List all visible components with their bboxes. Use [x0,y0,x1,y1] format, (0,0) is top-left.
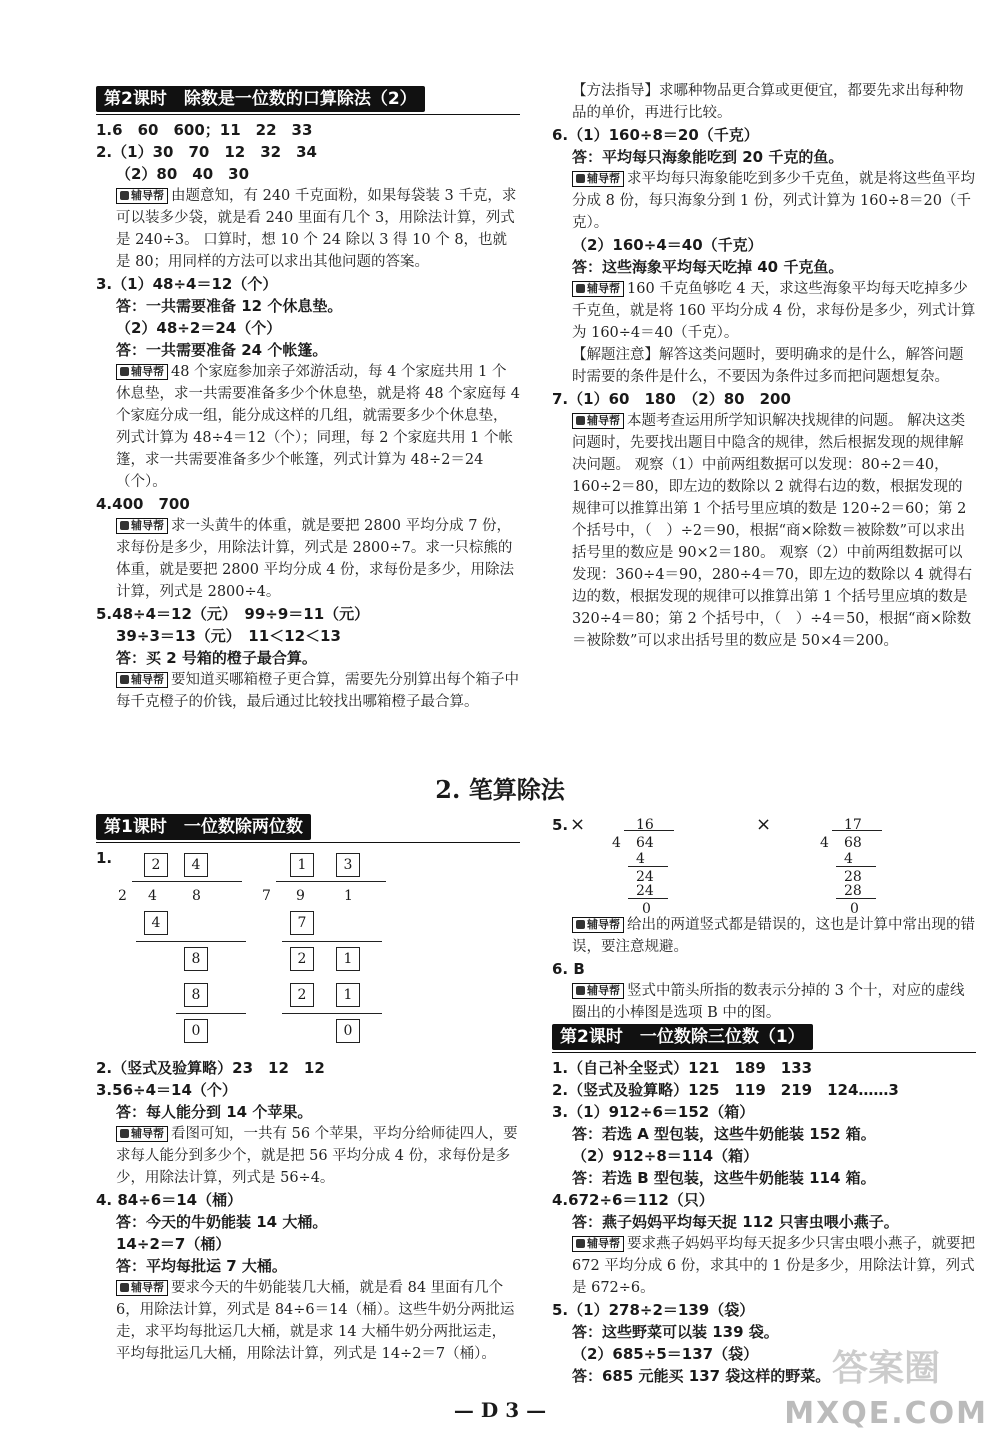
answer-q5-label: 5. [552,816,569,834]
hint-tag: 辅导帮 [572,1236,624,1252]
answer-q6b: （2）160÷4＝40（千克） [572,236,763,254]
answer-q4b-ans: 答：平均每批运 7 大桶。 [116,1257,287,1275]
answer-q3b-ans: 答：一共需要准备 24 个帐篷。 [116,341,328,359]
book-icon [576,920,585,929]
answer-q3a-ans: 答：一共需要准备 12 个休息垫。 [116,297,343,315]
dividend-digit: 1 [344,888,353,904]
lesson-header: 第2课时 除数是一位数的口算除法（2） [96,86,425,112]
left-column-1 [96,86,520,713]
step-box: 8 [184,947,208,971]
remainder: 0 [850,901,859,917]
step: 28 [844,883,862,899]
division-bracket [624,830,674,831]
section-title: 2. 笔算除法 [435,775,565,804]
hint-tag: 辅导帮 [572,917,624,933]
hint-tag: 辅导帮 [116,188,168,204]
answer-q5-ans: 答：买 2 号箱的橙子最合算。 [116,649,317,667]
lesson-header: 第2课时 一位数除三位数（1） [552,1024,813,1050]
step-box: 8 [184,983,208,1007]
answer-q5b: 39÷3＝13（元） 11＜12＜13 [116,627,341,645]
hint-q4: 辅导帮 要求今天的牛奶能装几大桶，就是看 84 里面有几个 6，用除法计算，列式是 84÷6＝14（桶）。这些牛奶分两批运走，求平均每批运几大桶，就是求 14 大桶牛奶分两批运走，平均每批运几大桶，用除法计算，列式是 14÷2＝7（桶）。 [116,1280,515,1362]
remainder: 0 [642,901,651,917]
answer-q4b: 14÷2＝7（桶） [116,1235,231,1253]
answer-q4-ans: 答：今天的牛奶能装 14 大桶。 [116,1213,328,1231]
answer-q7: 7.（1）60 180 （2）80 200 [552,390,791,408]
dividend-digit: 8 [192,888,201,904]
answer-q1: 1.6 60 600；11 22 33 [96,121,313,139]
answer-q3-ans: 答：每人能分到 14 个苹果。 [116,1103,313,1121]
book-icon [120,367,129,376]
hint-q6: 辅导帮 竖式中箭头所指的数表示分掉的 3 个十，对应的虚线圈出的小棒图是选项 B 中的图。 [572,983,965,1021]
step: 4 [636,851,645,867]
book-icon [120,191,129,200]
attention-tip: 【解题注意】解答这类问题时，要明确求的是什么，解答问题时需要的条件是什么，不要因为条件过多而把问题想复杂。 [572,347,964,385]
answer-p3a: 3.（1）912÷6＝152（箱） [552,1103,755,1121]
hint-tag: 辅导帮 [572,281,624,297]
remainder-box: 0 [336,1019,360,1043]
page-number: — D 3 — [453,1398,547,1422]
answer-p4-ans: 答：燕子妈妈平均每天捉 112 只害虫喂小燕子。 [572,1213,899,1231]
dividend: 68 [844,835,862,851]
book-icon [120,1129,129,1138]
answer-q2a: 2.（1）30 70 12 32 34 [96,143,317,161]
step: 24 [636,869,654,885]
hint-q6a: 辅导帮 求平均每只海象能吃到多少千克鱼，就是将这些鱼平均分成 8 份，每只海象分到 1 份，列式计算为 160÷8＝20（千克）。 [572,171,975,231]
hint-tag: 辅导帮 [572,413,624,429]
right-column-1 [552,80,976,652]
step-box: 4 [144,911,168,935]
lesson-header-row [96,814,520,843]
hint-tag: 辅导帮 [116,364,168,380]
division-line [136,941,246,942]
book-icon [576,986,585,995]
answer-q6b-ans: 答：这些海象平均每天吃掉 40 千克鱼。 [572,258,844,276]
step: 4 [844,851,853,867]
hint-tag: 辅导帮 [572,171,624,187]
book-icon [576,284,585,293]
answer-q2: 2.（竖式及验算略）23 12 12 [96,1059,325,1077]
hint-p4: 辅导帮 要求燕子妈妈平均每天捉多少只害虫喂小燕子，就要把 672 平均分成 6 份，求其中的 1 份是多少，用除法计算，列式是 672÷6。 [572,1236,975,1296]
answer-p3b-ans: 答：若选 B 型包装，这些牛奶能装 114 箱。 [572,1169,876,1187]
quotient: 17 [844,817,862,833]
lesson-header-row [96,86,520,115]
division-bracket [276,881,386,882]
quotient-box: 1 [290,853,314,877]
watermark-logo: 答案圈 [831,1348,940,1389]
dividend-digit: 9 [296,888,305,904]
division-line [176,1013,246,1014]
hint-q3: 辅导帮 看图可知，一共有 56 个苹果，平均分给师徒四人，要求每人能分到多少个，就是把 56 平均分成 4 份，求每份是多少，用除法计算，列式是 56÷4。 [116,1126,518,1186]
answer-q4: 4. 84÷6＝14（桶） [96,1191,243,1209]
answer-q6a: 6.（1）160÷8＝20（千克） [552,126,759,144]
wrong-mark-icon: × [570,814,586,835]
answer-p3a-ans: 答：若选 A 型包装，这些牛奶能装 152 箱。 [572,1125,876,1143]
hint-q3: 辅导帮 48 个家庭参加亲子郊游活动，每 4 个家庭共用 1 个休息垫，求一共需要准备多少个休息垫，就是将 48 个家庭每 4 个家庭分成一组，能分成这样的几组，就需要多少个休息垫，列式计算为 48÷4＝12（个）；同理，每 2 个家庭共用 1 个帐篷，求一共需要准备多少个帐篷，列式计算为 48÷2＝24（个）。 [116,364,521,490]
hint-tag: 辅导帮 [572,983,624,999]
quotient-box: 4 [184,853,208,877]
hint-tag: 辅导帮 [116,672,168,688]
answer-p2: 2.（竖式及验算略）125 119 219 124……3 [552,1081,899,1099]
watermark-url: MXQE.COM [784,1396,988,1431]
hint-q7: 辅导帮 本题考查运用所学知识解决找规律的问题。 解决这类问题时，先要找出题目中隐含的规律，然后根据发现的规律解决问题。 观察（1）中前两组数据可以发现：80÷2＝40，160÷2＝80，即左边的数除以 2 就得右边的数，根据发现的规律可以推算出第 1 个括号里应填的数是 120÷2＝60；第 2 个括号中，（ ）÷2＝90，根据“商×除数＝被除数”可以求出括号里的数应是 90×2＝180。 观察（2）中前两组数据可以发现：360÷4＝90，280÷4＝70，即左边的数除以 4 就得右边的数，根据发现的规律可以推算出第 1 个括号里应填的数是 320÷4＝80；第 2 个括号中，（ ）÷4＝50，根据“商×除数＝被除数”可以求出括号里的数应是 50×4＝200。 [572,413,972,649]
lesson-header: 第1课时 一位数除两位数 [96,814,311,840]
dividend-digit: 4 [148,888,157,904]
answer-q2b: （2）80 40 30 [116,165,250,183]
division-bracket [132,881,242,882]
hint-tag: 辅导帮 [116,1280,168,1296]
answer-q3: 3.56÷4＝14（个） [96,1081,237,1099]
lesson-header-row [552,1024,976,1053]
step-box: 7 [290,911,314,935]
divisor: 7 [262,888,271,904]
hint-tag: 辅导帮 [116,1126,168,1142]
answer-p3b: （2）912÷8＝114（箱） [572,1147,759,1165]
hint-q2: 辅导帮 由题意知，有 240 千克面粉，如果每袋装 3 千克，求可以装多少袋，就是看 240 里面有几个 3，用除法计算，列式是 240÷3。 口算时，想 10 个 24 除以 3 得 10 个 8，也就是 80；用同样的方法可以求出其他问题的答案。 [116,188,517,270]
divisor: 2 [118,888,127,904]
book-icon [120,521,129,530]
step-box: 2 [290,983,314,1007]
answer-q4: 4.400 700 [96,495,190,513]
step: 24 [636,883,654,899]
divisor: 4 [612,835,621,851]
hint-q5: 辅导帮 给出的两道竖式都是错误的，这也是计算中常出现的错误，要注意规避。 [572,917,975,955]
quotient-box: 3 [336,853,360,877]
book-icon [120,675,129,684]
answer-q3a: 3.（1）48÷4＝12（个） [96,275,278,293]
long-division-area [96,847,520,1057]
step: 28 [844,869,862,885]
method-tip: 【方法指导】求哪种物品更合算或更便宜，都要先求出每种物品的单价，再进行比较。 [572,83,964,121]
answer-p5a-ans: 答：这些野菜可以装 139 袋。 [572,1323,779,1341]
book-icon [120,1283,129,1292]
answer-p1: 1.（自己补全竖式）121 189 133 [552,1059,813,1077]
hint-q5: 辅导帮 要知道买哪箱橙子更合算，需要先分别算出每个箱子中每千克橙子的价钱，最后通过比较找出哪箱橙子最合算。 [116,672,519,710]
answer-q3b: （2）48÷2＝24（个） [116,319,282,337]
division-bracket [832,830,882,831]
division-line [282,1013,382,1014]
vertical-division-area [552,814,976,917]
answer-q6: 6. B [552,960,585,978]
answer-q6a-ans: 答：平均每只海象能吃到 20 千克的鱼。 [572,148,844,166]
divisor: 4 [820,835,829,851]
hint-tag: 辅导帮 [116,518,168,534]
right-column-2 [552,814,976,1387]
quotient: 16 [636,817,654,833]
book-icon [576,416,585,425]
left-column-2 [96,814,520,1365]
step-box: 1 [336,983,360,1007]
answer-p5b-ans: 答：685 元能买 137 袋这样的野菜。 [572,1367,831,1385]
answer-p5a: 5.（1）278÷2＝139（袋） [552,1301,755,1319]
book-icon [576,174,585,183]
wrong-mark-icon: × [756,814,772,835]
answer-q1-label: 1. [96,849,113,867]
hint-q6b: 辅导帮 160 千克鱼够吃 4 天，求这些海象平均每天吃掉多少千克鱼，就是将 160 平均分成 4 份，求每份是多少，列式计算为 160÷4＝40（千克）。 [572,281,976,341]
book-icon [576,1239,585,1248]
step-box: 1 [336,947,360,971]
step-box: 2 [290,947,314,971]
answer-q5a: 5.48÷4＝12（元） 99÷9＝11（元） [96,605,370,623]
hint-q4: 辅导帮 求一头黄牛的体重，就是要把 2800 平均分成 7 份，求每份是多少，用除法计算，列式是 2800÷7。求一只棕熊的体重，就是要把 2800 平均分成 4 份，求每份是多少，用除法计算，列式是 2800÷4。 [116,518,515,600]
answer-p4: 4.672÷6＝112（只） [552,1191,714,1209]
quotient-box: 2 [144,853,168,877]
remainder-box: 0 [184,1019,208,1043]
dividend: 64 [636,835,654,851]
division-line [282,941,382,942]
answer-p5b: （2）685÷5＝137（袋） [572,1345,759,1363]
